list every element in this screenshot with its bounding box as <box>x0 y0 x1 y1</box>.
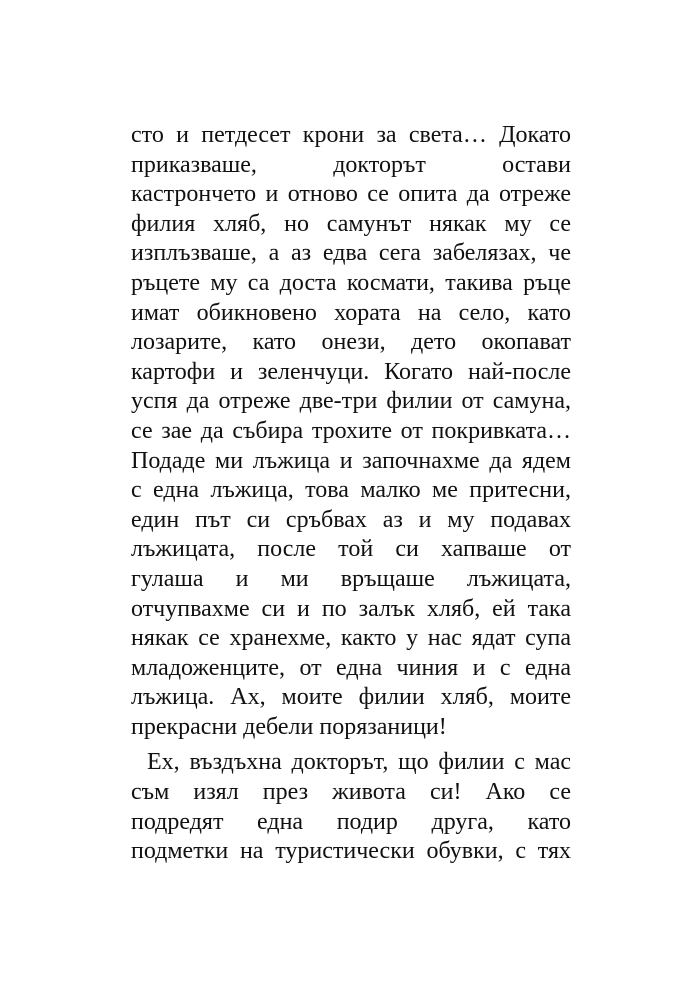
text-line: отчупвахме си и по залък хляб, ей така <box>131 595 571 622</box>
text-line: прекрасни дебели порязаници! <box>131 713 447 740</box>
text-line: с една лъжица, това малко ме притесни, <box>131 477 571 504</box>
text-line: картофи и зеленчуци. Когато най-после <box>131 358 571 385</box>
paragraph <box>131 121 571 742</box>
page-text <box>131 121 571 867</box>
text-line: кастрончето и отново се опита да отреже <box>131 181 571 208</box>
text-line: успя да отреже две-три филии от самуна, <box>131 388 571 415</box>
text-line: съм изял през живота си! Ако се <box>131 779 571 806</box>
text-line: лъжицата, после той си хапваше от <box>131 536 571 563</box>
text-line: лозарите, като онези, дето окопават <box>131 329 571 356</box>
text-line: един път си сръбвах аз и му подавах <box>131 506 571 533</box>
text-line: ръцете му са доста космати, такива ръце <box>131 269 571 296</box>
text-line: се зае да събира трохите от покривката… <box>131 417 571 444</box>
text-line: гулаша и ми връщаше лъжицата, <box>131 565 571 592</box>
text-line: приказваше, докторът остави <box>131 151 571 178</box>
paragraph <box>131 748 571 866</box>
text-line: някак се хранехме, както у нас ядат супа <box>131 625 571 652</box>
text-line: Ех, въздъхна докторът, що филии с мас <box>147 749 571 776</box>
text-line: филия хляб, но самунът някак му се <box>131 210 571 237</box>
text-line: Подаде ми лъжица и започнахме да ядем <box>131 447 571 474</box>
text-line: подметки на туристически обувки, с тях <box>131 838 571 865</box>
text-line: изплъзваше, а аз едва сега забелязах, че <box>131 240 571 267</box>
text-line: имат обикновено хората на село, като <box>131 299 571 326</box>
text-line: лъжица. Ах, моите филии хляб, моите <box>131 684 571 711</box>
text-line: сто и петдесет крони за света… Докато <box>131 122 571 148</box>
text-line: подредят една подир друга, като <box>131 808 571 835</box>
text-line: младоженците, от една чиния и с една <box>131 654 571 681</box>
